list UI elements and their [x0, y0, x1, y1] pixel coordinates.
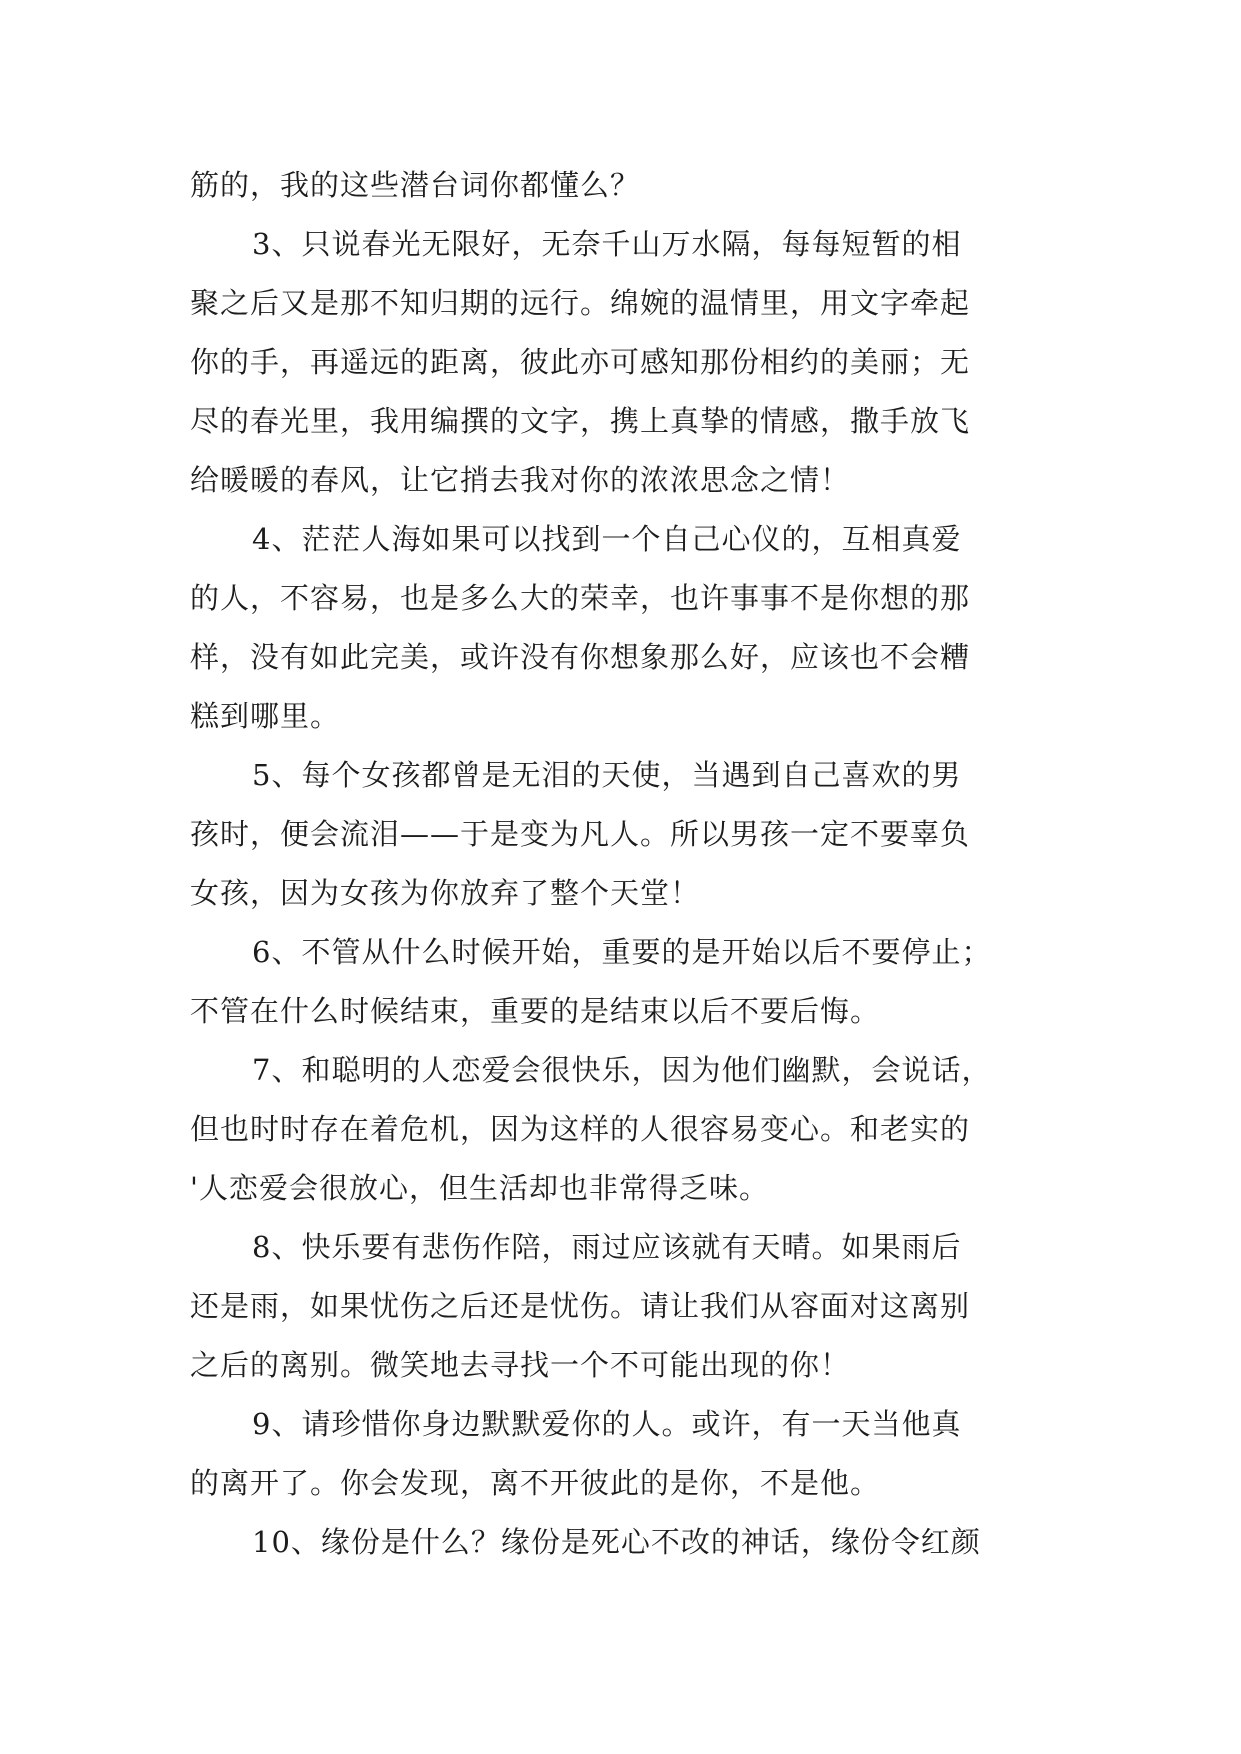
text-line: 孩时，便会流泪——于是变为凡人。所以男孩一定不要辜负 — [190, 817, 971, 851]
paragraph — [190, 510, 1070, 746]
paragraph — [190, 1513, 1070, 1572]
text-line: 女孩，因为女孩为你放弃了整个天堂！ — [190, 876, 701, 910]
paragraph — [190, 923, 1070, 1041]
text-line: 样，没有如此完美，或许没有你想象那么好，应该也不会糟 — [190, 640, 971, 674]
text-line: 10、缘份是什么？缘份是死心不改的神话，缘份令红颜 — [252, 1525, 981, 1559]
text-line: 但也时时存在着危机，因为这样的人很容易变心。和老实的 — [190, 1112, 971, 1146]
text-line: '人恋爱会很放心，但生活却也非常得乏味。 — [190, 1171, 769, 1205]
paragraph — [190, 1395, 1070, 1513]
text-line: 尽的春光里，我用编撰的文字，携上真挚的情感，撒手放飞 — [190, 404, 971, 438]
text-line: 聚之后又是那不知归期的远行。绵婉的温情里，用文字牵起 — [190, 286, 971, 320]
text-line: 7、和聪明的人恋爱会很快乐，因为他们幽默，会说话， — [252, 1053, 992, 1087]
text-line: 6、不管从什么时候开始，重要的是开始以后不要停止； — [252, 935, 992, 969]
text-line: 4、茫茫人海如果可以找到一个自己心仪的，互相真爱 — [252, 522, 962, 556]
paragraph — [190, 746, 1070, 923]
text-line: 筋的，我的这些潜台词你都懂么？ — [190, 168, 641, 202]
text-line: 3、只说春光无限好，无奈千山万水隔，每每短暂的相 — [252, 227, 962, 261]
paragraph — [190, 1218, 1070, 1395]
text-line: 5、每个女孩都曾是无泪的天使，当遇到自己喜欢的男 — [252, 758, 962, 792]
document-body — [190, 156, 1070, 1572]
text-line: 不管在什么时候结束，重要的是结束以后不要后悔。 — [190, 994, 881, 1028]
text-line: 给暖暖的春风，让它捎去我对你的浓浓思念之情！ — [190, 463, 851, 497]
paragraph — [190, 156, 1070, 215]
text-line: 之后的离别。微笑地去寻找一个不可能出现的你！ — [190, 1348, 851, 1382]
paragraph — [190, 215, 1070, 510]
text-line: 糕到哪里。 — [190, 699, 341, 733]
text-line: 的人，不容易，也是多么大的荣幸，也许事事不是你想的那 — [190, 581, 971, 615]
text-line: 8、快乐要有悲伤作陪，雨过应该就有天晴。如果雨后 — [252, 1230, 962, 1264]
text-line: 你的手，再遥远的距离，彼此亦可感知那份相约的美丽；无 — [190, 345, 971, 379]
paragraph — [190, 1041, 1070, 1218]
text-line: 的离开了。你会发现，离不开彼此的是你，不是他。 — [190, 1466, 881, 1500]
text-line: 还是雨，如果忧伤之后还是忧伤。请让我们从容面对这离别 — [190, 1289, 971, 1323]
text-line: 9、请珍惜你身边默默爱你的人。或许，有一天当他真 — [252, 1407, 962, 1441]
